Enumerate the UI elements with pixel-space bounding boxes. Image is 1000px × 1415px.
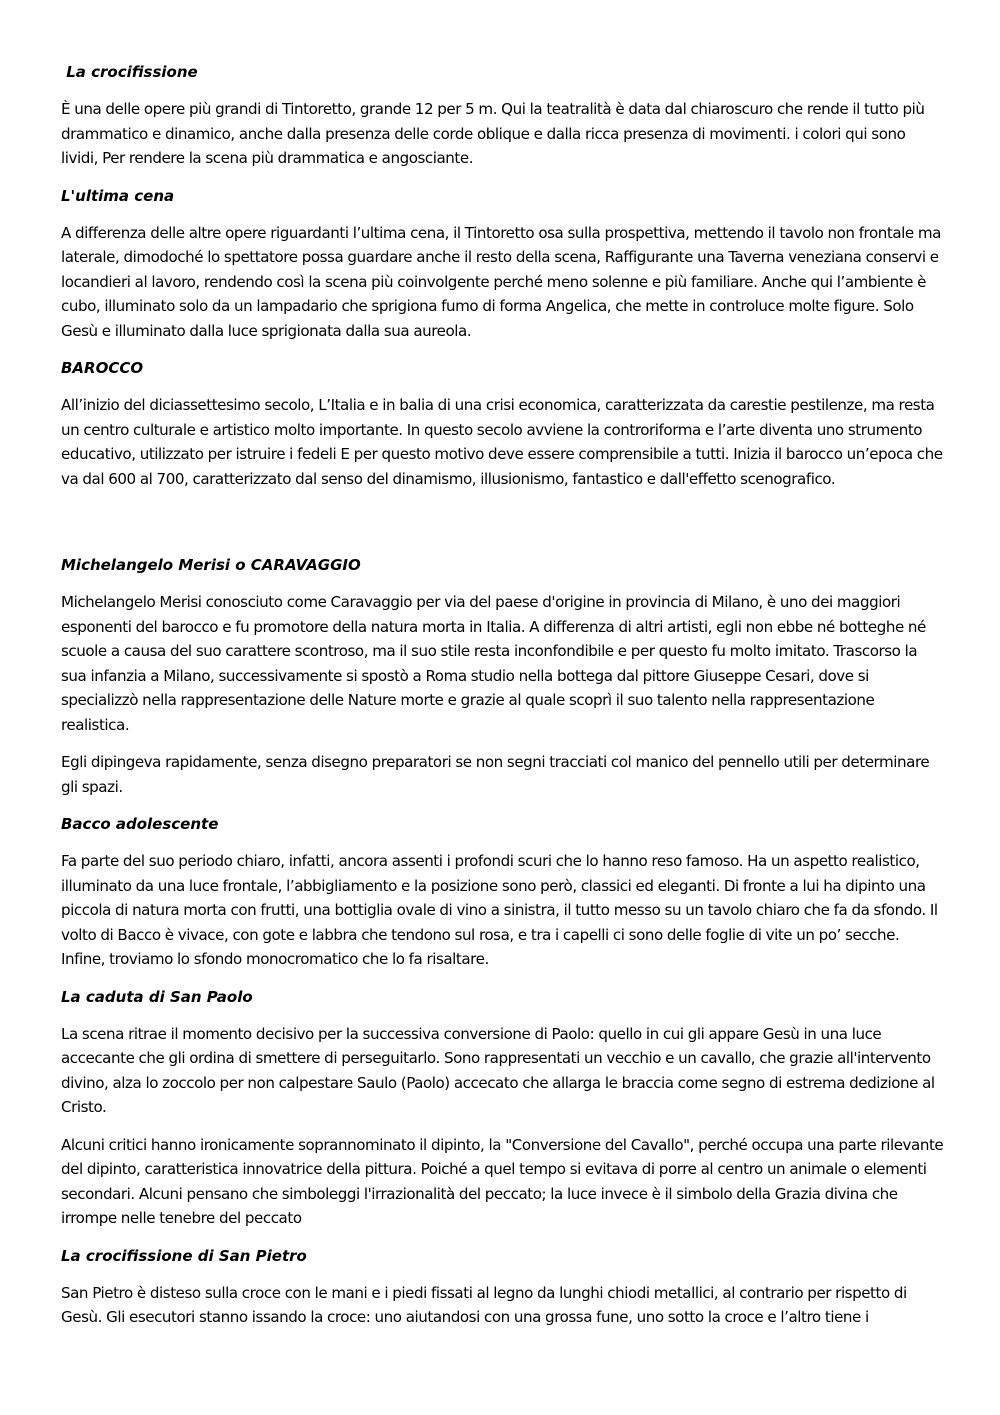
document-page <box>61 60 945 1343</box>
paragraph: All’inizio del diciassettesimo secolo, L’Italia e in balia di una crisi economica, caratterizzata da carestie pestilenze, ma resta un centro culturale e artistico molto importante. In questo secolo avviene la controriforma e l’arte diventa uno strumento educativo, utilizzato per istruire i fedeli E per questo motivo deve essere comprensibile a tutti. Inizia il barocco un’epoca che va dal 600 al 700, caratterizzato dal senso del dinamismo, illusionismo, fantastico e dall'effetto scenografico. <box>61 396 943 488</box>
section-crocifissione-san-pietro <box>61 1244 945 1330</box>
paragraph: La scena ritrae il momento decisivo per la successiva conversione di Paolo: quello in cui gli appare Gesù in una luce accecante che gli ordina di smettere di perseguitarlo. Sono rappresentati un vecchio e un cavallo, che grazie all'intervento divino, alza lo zoccolo per non calpestare Saulo (Paolo) accecato che allarga le braccia come segno di estrema dedizione al Cristo. <box>61 1024 935 1116</box>
paragraph: Alcuni critici hanno ironicamente soprannominato il dipinto, la "Conversione del Cavallo", perché occupa una parte rilevante del dipinto, caratteristica innovatrice della pittura. Poiché a quel tempo si evitava di porre al centro un animale o elementi secondari. Alcuni pensano che simboleggi l'irrazionalità del peccato; la luce invece è il simbolo della Grazia divina che irrompe nelle tenebre del peccato <box>61 1135 944 1227</box>
section-ultima-cena <box>61 184 945 344</box>
paragraph: Michelangelo Merisi conosciuto come Caravaggio per via del paese d'origine in provincia di Milano, è uno dei maggiori esponenti del barocco e fu promotore della natura morta in Italia. A differenza di altri artisti, egli non ebbe né botteghe né scuole a causa del suo carattere scontroso, ma il suo stile resta inconfondibile e per questo fu molto imitato. Trascorso la sua infanzia a Milano, successivamente si spostò a Roma studio nella bottega dal pittore Giuseppe Cesari, dove si specializzò nella rappresentazione delle Nature morte e grazie al quale scoprì il suo talento nella rappresentazione realistica. <box>61 593 926 734</box>
paragraph: A differenza delle altre opere riguardanti l’ultima cena, il Tintoretto osa sulla prospettiva, mettendo il tavolo non frontale ma laterale, dimodoché lo spettatore possa guardare anche il resto della scena, Raffigurante una Taverna veneziana conservi e locandieri al lavoro, rendendo così la scena più coinvolgente perché meno solenne e più familiare. Anche qui l’ambiente è cubo, illuminato solo da un lampadario che sprigiona fumo di forma Angelica, che mette in controluce molte figure. Solo Gesù e illuminato dalla luce sprigionata dalla sua aureola. <box>61 223 941 340</box>
section-heading: Bacco adolescente <box>61 815 219 833</box>
section-caravaggio <box>61 553 945 799</box>
section-barocco <box>61 356 945 491</box>
section-heading: La caduta di San Paolo <box>61 987 253 1006</box>
section-la-crocifissione <box>61 60 945 171</box>
section-heading: La crocifissione <box>61 63 198 81</box>
paragraph: È una delle opere più grandi di Tintoretto, grande 12 per 5 m. Qui la teatralità è data dal chiaroscuro che rende il tutto più drammatico e dinamico, anche dalla presenza delle corde oblique e dalla ricca presenza di movimenti. i colori qui sono lividi, Per rendere la scena più drammatica e angosciante. <box>61 100 925 167</box>
section-heading: BAROCCO <box>61 359 144 377</box>
section-heading: La crocifissione di San Pietro <box>61 1246 307 1265</box>
section-heading: L'ultima cena <box>61 186 175 205</box>
section-caduta-san-paolo <box>61 985 945 1231</box>
section-bacco-adolescente <box>61 812 945 972</box>
section-heading: Michelangelo Merisi o CARAVAGGIO <box>61 556 361 574</box>
paragraph: San Pietro è disteso sulla croce con le mani e i piedi fissati al legno da lunghi chiodi metallici, al contrario per rispetto di Gesù. Gli esecutori stanno issando la croce: uno aiutandosi con una grossa fune, uno sotto la croce e l’altro tiene i <box>61 1283 907 1326</box>
blank-line <box>61 504 945 553</box>
paragraph: Fa parte del suo periodo chiaro, infatti, ancora assenti i profondi scuri che lo hanno reso famoso. Ha un aspetto realistico, illuminato da una luce frontale, l’abbigliamento e la posizione sono però, classici ed eleganti. Di fronte a lui ha dipinto una piccola di natura morta con frutti, una bottiglia ovale di vino a sinistra, il tutto messo su un tavolo chiaro che fa da sfondo. Il volto di Bacco è vivace, con gote e labbra che tendono sul rosa, e tra i capelli ci sono delle foglie di vite un po’ secche. Infine, troviamo lo sfondo monocromatico che lo fa risaltare. <box>61 852 938 968</box>
paragraph: Egli dipingeva rapidamente, senza disegno preparatori se non segni tracciati col manico del pennello utili per determinare gli spazi. <box>61 753 930 796</box>
